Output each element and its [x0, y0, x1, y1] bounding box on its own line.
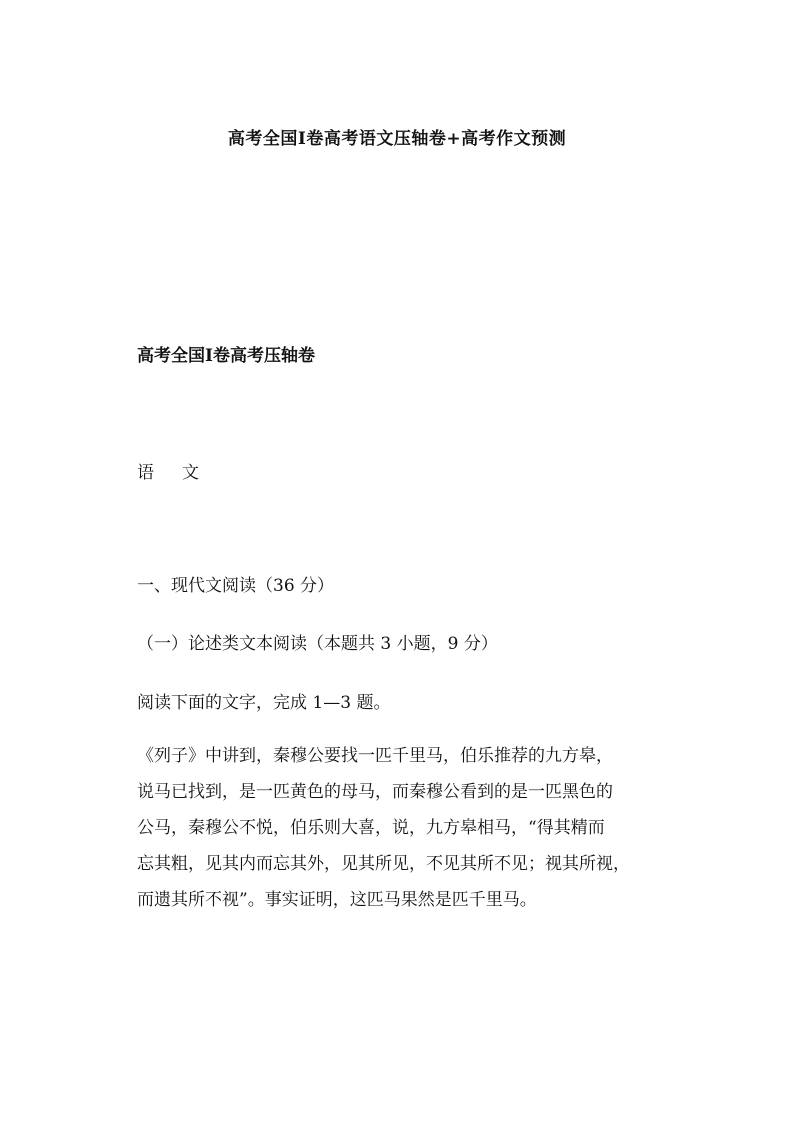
subject-char-1: 语: [137, 463, 154, 483]
part-heading: 一、现代文阅读（36 分）: [137, 576, 335, 596]
document-title: 高考全国Ⅰ卷高考语文压轴卷+高考作文预测: [227, 129, 567, 149]
passage-line: 《列子》中讲到，秦穆公要找一匹千里马，伯乐推荐的九方皋，: [137, 746, 613, 766]
passage-line: 公马，秦穆公不悦，伯乐则大喜，说，九方皋相马，“得其精而: [137, 818, 605, 838]
passage-line: 而遗其所不视”。事实证明，这匹马果然是匹千里马。: [137, 890, 537, 910]
passage-line: 忘其粗，见其内而忘其外，见其所见，不见其所不见；视其所视，: [137, 854, 630, 874]
sub-heading: （一）论述类文本阅读（本题共 3 小题，9 分）: [137, 634, 498, 654]
passage-line: 说马已找到，是一匹黄色的母马，而秦穆公看到的是一匹黑色的: [137, 782, 613, 802]
passage: [137, 738, 667, 918]
subject-label: [137, 458, 199, 483]
reading-instruction: 阅读下面的文字，完成 1—3 题。: [137, 693, 391, 713]
section-title: 高考全国Ⅰ卷高考压轴卷: [137, 346, 315, 366]
subject-char-2: 文: [182, 463, 199, 483]
